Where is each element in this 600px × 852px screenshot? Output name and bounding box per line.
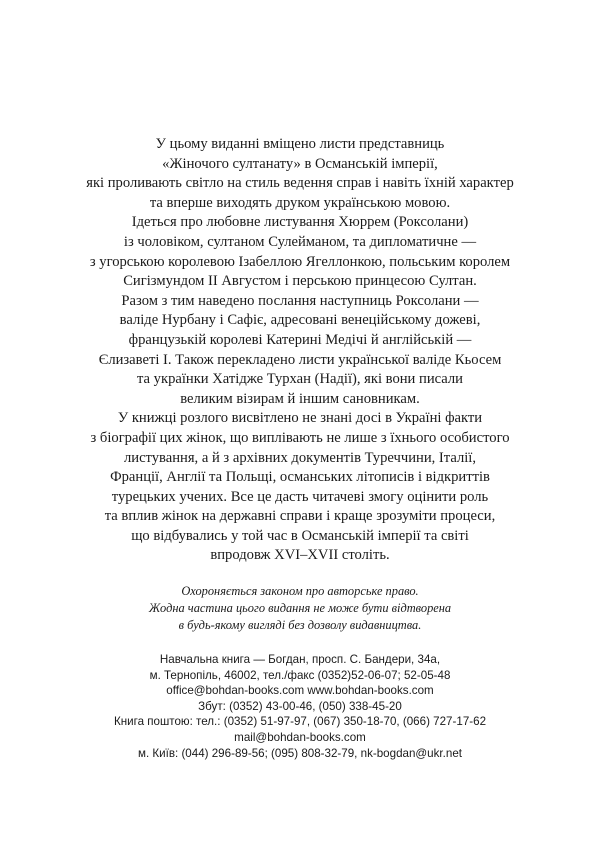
abstract-line: валіде Нурбану і Сафіє, адресовані венеційському дожеві, [119, 312, 481, 329]
publisher-contacts [0, 652, 600, 761]
abstract-line: впродовж XVI–XVII століть. [210, 547, 390, 564]
abstract-line: французькій королеві Катерині Медічі й англійській — [128, 331, 472, 348]
publisher-city-phone-line: м. Тернопіль, 46002, тел./факс (0352)52-06-07; 52-05-48 [149, 668, 451, 682]
abstract-line: Єлизаветі І. Також перекладено листи української валіде Кьосем [98, 351, 502, 368]
publisher-kyiv-line: м. Київ: (044) 296-89-56; (095) 808-32-79, nk-bogdan@ukr.net [137, 746, 462, 760]
abstract-line: У книжці розлого висвітлено не знані досі в Україні факти [117, 410, 483, 427]
abstract-line: Франції, Англії та Польщі, османських літописів і відкриттів [110, 469, 490, 486]
abstract-line: Ідеться про любовне листування Хюррем (Роксолани) [131, 214, 469, 231]
copyright-notice [0, 583, 600, 634]
publisher-mail-order-line: Книга поштою: тел.: (0352) 51-97-97, (067) 350-18-70, (066) 727-17-62 [113, 715, 487, 729]
abstract-line: Сигізмундом ІІ Августом і перською принцесою Султан. [123, 273, 477, 290]
abstract-line: та вперше виходять друком українською мовою. [149, 194, 451, 211]
abstract-line: що відбувались у той час в Османській імперії та світі [131, 527, 469, 544]
abstract-line: з біографії цих жінок, що виплівають не лише з їхнього особистого [90, 429, 510, 446]
abstract-line: листування, а й з архівних документів Туреччини, Італії, [123, 449, 476, 466]
publisher-web-line: office@bohdan-books.com www.bohdan-books.com [166, 684, 434, 698]
abstract-line: великим візирам й іншим сановникам. [180, 390, 420, 407]
copyright-line: Охороняється законом про авторське право. [181, 584, 419, 598]
publisher-address-line: Навчальна книга — Богдан, просп. С. Бандери, 34а, [159, 653, 441, 666]
abstract-line: які проливають світло на стиль ведення справ і навіть їхній характер [86, 175, 514, 192]
copyright-line: Жодна частина цього видання не може бути відтворена [148, 601, 452, 615]
publisher-mail-email-line: mail@bohdan-books.com [234, 730, 366, 744]
abstract-line: Разом з тим наведено послання наступниць Роксолани — [121, 292, 479, 309]
abstract-line: турецьких учених. Все це дасть читачеві змогу оцінити роль [111, 488, 489, 505]
abstract-line: «Жіночого султанату» в Османській імперії, [162, 155, 438, 172]
abstract-line: та українки Хатідже Турхан (Надії), які вони писали [137, 371, 463, 388]
publisher-sales-line: Збут: (0352) 43-00-46, (050) 338-45-20 [198, 699, 402, 713]
copyright-line: в будь-якому вигляді без дозволу видавництва. [178, 618, 422, 632]
abstract-line: з угорською королевою Ізабеллою Ягеллонкою, польським королем [89, 253, 511, 270]
book-abstract [0, 135, 600, 566]
abstract-line: із чоловіком, султаном Сулейманом, та дипломатичне — [123, 233, 477, 250]
abstract-line: У цьому виданні вміщено листи представниць [155, 136, 445, 152]
abstract-line: та вплив жінок на державні справи і краще зрозуміти процеси, [104, 508, 496, 525]
